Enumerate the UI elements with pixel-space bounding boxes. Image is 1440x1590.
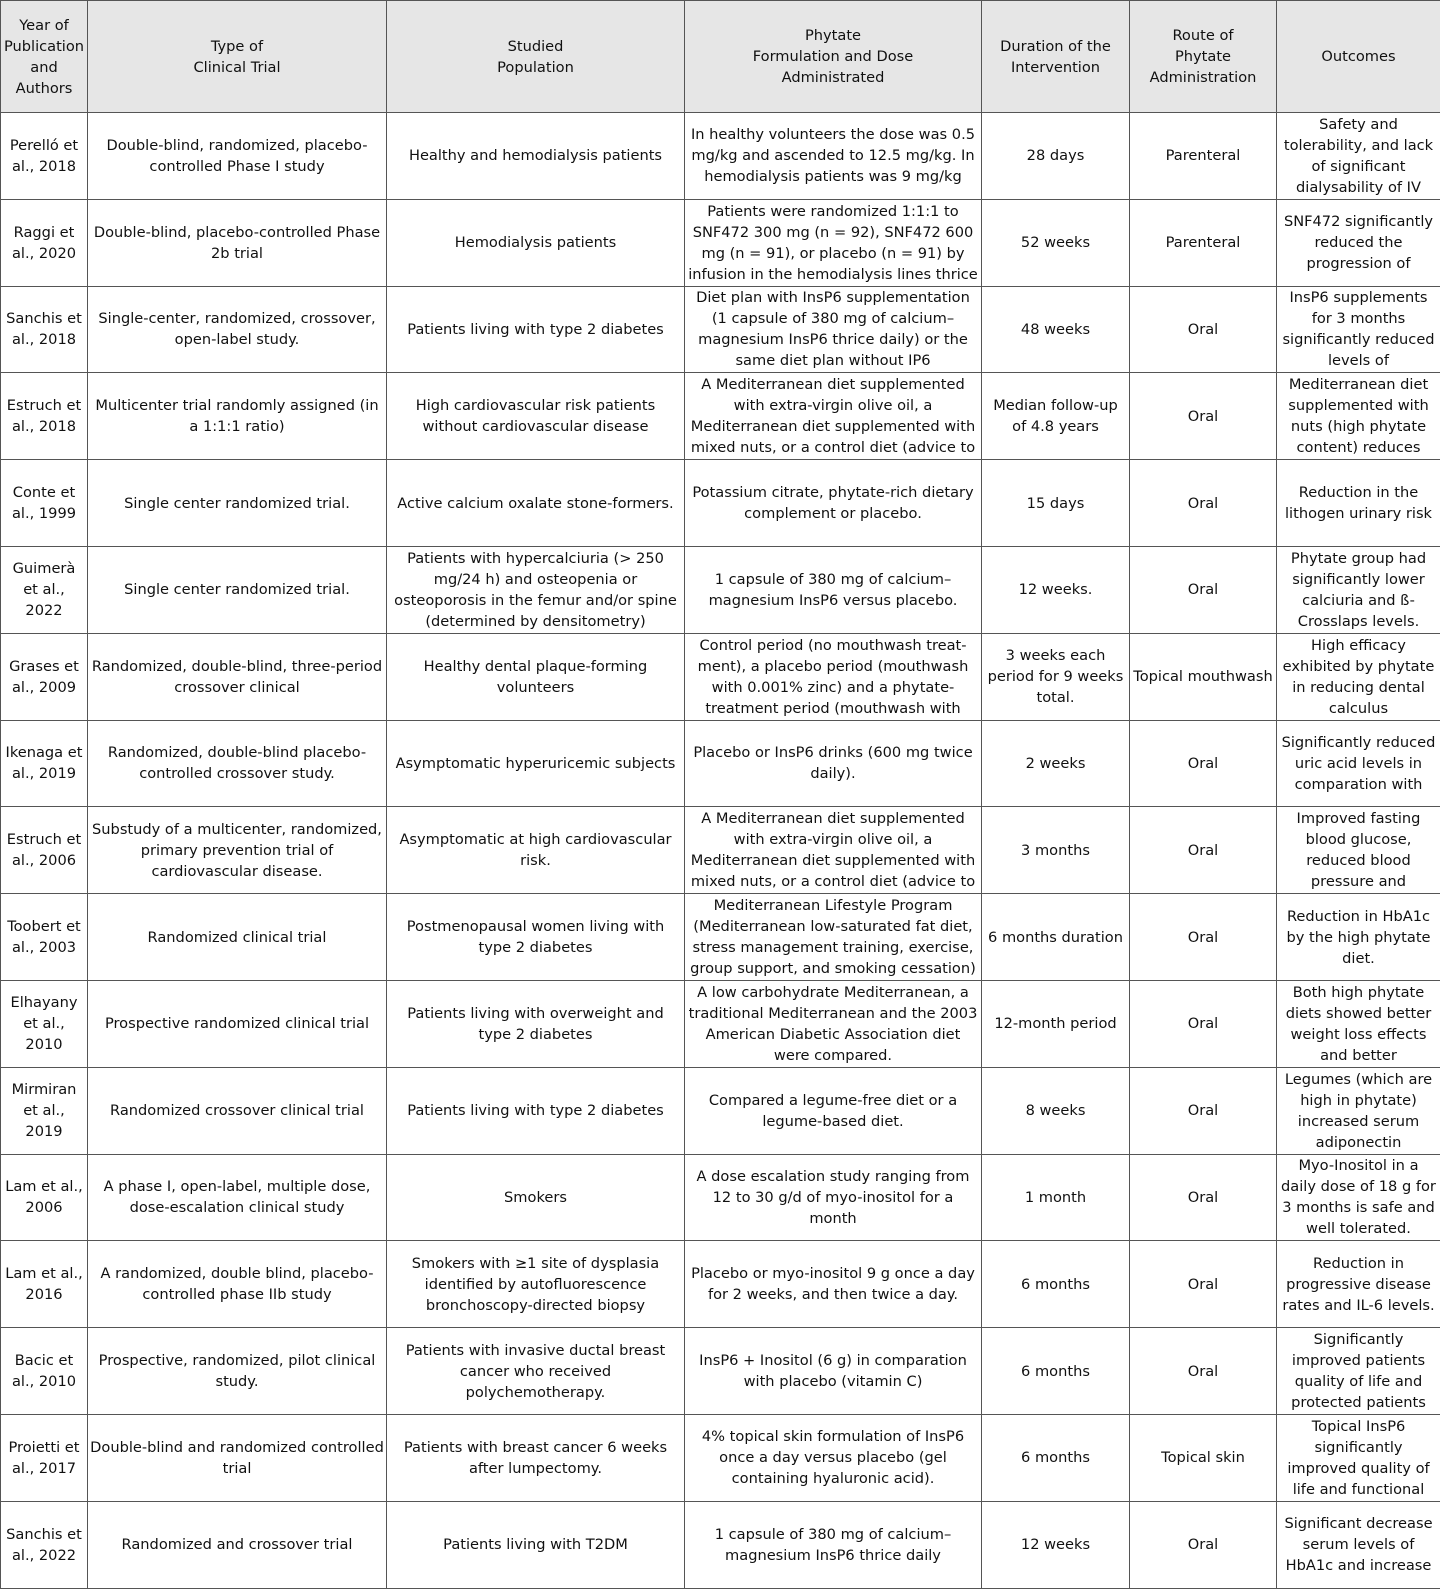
cell-text: Oral xyxy=(1187,581,1219,599)
cell-text: Median follow-up of 4.8 years xyxy=(993,397,1118,436)
cell-text: High cardiovascular risk patients without cardiovascular disease xyxy=(415,397,656,436)
cell-population xyxy=(387,1501,685,1588)
cell-population xyxy=(387,633,685,720)
cell-text: Bacic et al., 2010 xyxy=(11,1352,77,1391)
table-row xyxy=(1,894,1440,981)
cell-text: Safety and tolerability, and lack of significant dialysability of IV xyxy=(1283,115,1434,196)
cell-text: Oral xyxy=(1187,928,1219,946)
cell-trial-type xyxy=(88,720,387,807)
cell-text: Oral xyxy=(1187,1536,1219,1554)
cell-outcomes xyxy=(1277,633,1440,720)
cell-text: Grases et al., 2009 xyxy=(9,657,79,696)
cell-authors xyxy=(1,199,88,286)
cell-text: Perelló et al., 2018 xyxy=(9,136,79,175)
cell-outcomes xyxy=(1277,894,1440,981)
header-authors: Year of Publication and Authors xyxy=(1,1,88,113)
cell-text: Phytate group had significantly lower calciuria and ß-Crosslaps levels. xyxy=(1290,549,1427,630)
cell-duration xyxy=(982,1241,1130,1328)
cell-outcomes xyxy=(1277,807,1440,894)
cell-formulation-dose xyxy=(685,1501,982,1588)
cell-duration xyxy=(982,113,1130,200)
cell-text: Oral xyxy=(1187,1102,1219,1120)
cell-text: 12 weeks. xyxy=(1018,581,1093,599)
cell-formulation-dose xyxy=(685,807,982,894)
cell-authors xyxy=(1,807,88,894)
cell-formulation-dose xyxy=(685,286,982,373)
cell-text: 1 month xyxy=(1024,1188,1087,1206)
cell-duration xyxy=(982,1414,1130,1501)
cell-route xyxy=(1130,633,1277,720)
cell-text: Estruch et al., 2006 xyxy=(6,831,82,870)
cell-route xyxy=(1130,113,1277,200)
cell-text: 6 months duration xyxy=(988,928,1123,946)
header-duration: Duration of the Intervention xyxy=(982,1,1130,113)
cell-text: Legumes (which are high in phytate) increased serum adiponectin xyxy=(1284,1070,1433,1151)
cell-duration xyxy=(982,1067,1130,1154)
cell-authors xyxy=(1,1328,88,1415)
cell-text: Substudy of a multicenter, randomized, primary prevention trial of cardiovascular disease. xyxy=(92,820,382,880)
cell-text: Single center randomized trial. xyxy=(124,494,350,512)
cell-route xyxy=(1130,199,1277,286)
cell-text: 4% topical skin formulation of InsP6 once a day versus placebo (gel containing hyaluronic acid). xyxy=(701,1428,965,1488)
cell-text: Significant decrease serum levels of HbA1c and increase xyxy=(1284,1515,1433,1575)
cell-duration xyxy=(982,894,1130,981)
cell-trial-type xyxy=(88,1501,387,1588)
table-row xyxy=(1,633,1440,720)
cell-text: Oral xyxy=(1187,320,1219,338)
cell-text: Oral xyxy=(1187,407,1219,425)
header-row xyxy=(1,1,1440,113)
cell-population xyxy=(387,373,685,460)
cell-trial-type xyxy=(88,1328,387,1415)
cell-authors xyxy=(1,1067,88,1154)
cell-text: Oral xyxy=(1187,494,1219,512)
header-route: Route of Phytate Administration xyxy=(1130,1,1277,113)
table-body xyxy=(1,113,1440,1589)
cell-population xyxy=(387,286,685,373)
cell-authors xyxy=(1,373,88,460)
cell-outcomes xyxy=(1277,1501,1440,1588)
cell-text: Oral xyxy=(1187,841,1219,859)
cell-formulation-dose xyxy=(685,113,982,200)
cell-text: 3 weeks each period for 9 weeks total. xyxy=(987,647,1124,707)
cell-formulation-dose xyxy=(685,1328,982,1415)
cell-trial-type xyxy=(88,286,387,373)
table-row xyxy=(1,1067,1440,1154)
cell-population xyxy=(387,113,685,200)
cell-text: Oral xyxy=(1187,1188,1219,1206)
cell-population xyxy=(387,1241,685,1328)
cell-text: A Mediterranean diet supplemented with extra-virgin olive oil, a Mediterranean diet supplemented with mixed nuts, or a control diet (advice to xyxy=(690,810,976,891)
cell-text: Significantly improved patients quality of life and protected patients xyxy=(1291,1331,1426,1412)
cell-route xyxy=(1130,546,1277,633)
cell-route xyxy=(1130,1414,1277,1501)
cell-population xyxy=(387,1067,685,1154)
cell-text: Smokers xyxy=(504,1188,567,1206)
cell-outcomes xyxy=(1277,286,1440,373)
cell-formulation-dose xyxy=(685,1414,982,1501)
cell-formulation-dose xyxy=(685,373,982,460)
cell-text: Patients with invasive ductal breast cancer who received polychemotherapy. xyxy=(405,1341,666,1401)
cell-duration xyxy=(982,1501,1130,1588)
cell-text: Proietti et al., 2017 xyxy=(8,1438,80,1477)
cell-text: Patients living with type 2 diabetes xyxy=(407,320,664,338)
cell-text: 52 weeks xyxy=(1020,234,1091,252)
cell-text: Oral xyxy=(1187,754,1219,772)
cell-trial-type xyxy=(88,1414,387,1501)
cell-population xyxy=(387,720,685,807)
cell-route xyxy=(1130,894,1277,981)
cell-route xyxy=(1130,1067,1277,1154)
table-row xyxy=(1,1501,1440,1588)
cell-text: Topical InsP6 significantly improved quality of life and functional xyxy=(1287,1417,1430,1498)
cell-trial-type xyxy=(88,1067,387,1154)
cell-authors xyxy=(1,633,88,720)
cell-outcomes xyxy=(1277,546,1440,633)
cell-text: Myo-Inositol in a daily dose of 18 g for 3 months is safe and well tolerated. xyxy=(1281,1157,1436,1238)
cell-outcomes xyxy=(1277,373,1440,460)
cell-text: Prospective randomized clinical trial xyxy=(104,1015,370,1033)
cell-text: Healthy and hemodialysis patients xyxy=(408,147,663,165)
cell-text: Healthy dental plaque-forming volunteers xyxy=(423,657,648,696)
cell-trial-type xyxy=(88,460,387,547)
cell-text: A Mediterranean diet supplemented with extra-virgin olive oil, a Mediterranean diet supplemented with mixed nuts, or a control diet (advice to xyxy=(690,376,976,457)
header-outcomes: Outcomes xyxy=(1277,1,1440,113)
cell-text: Both high phytate diets showed better weight loss effects and better xyxy=(1285,983,1432,1064)
table-header xyxy=(1,1,1440,113)
cell-population xyxy=(387,460,685,547)
cell-text: Ikenaga et al., 2019 xyxy=(5,744,83,783)
cell-text: 6 months xyxy=(1021,1275,1090,1293)
cell-text: 48 weeks xyxy=(1020,320,1091,338)
table-row xyxy=(1,1241,1440,1328)
cell-formulation-dose xyxy=(685,460,982,547)
cell-formulation-dose xyxy=(685,1067,982,1154)
cell-population xyxy=(387,894,685,981)
cell-text: Patients living with type 2 diabetes xyxy=(407,1102,664,1120)
cell-trial-type xyxy=(88,894,387,981)
cell-text: Compared a legume-free diet or a legume-based diet. xyxy=(708,1091,958,1130)
cell-text: InsP6 supplements for 3 months significantly reduced levels of xyxy=(1282,289,1435,370)
cell-text: Active calcium oxalate stone-formers. xyxy=(397,494,674,512)
cell-text: Lam et al., 2016 xyxy=(5,1265,83,1304)
cell-text: Single-center, randomized, crossover, open-label study. xyxy=(98,310,376,349)
cell-authors xyxy=(1,546,88,633)
cell-text: Patients were randomized 1:1:1 to SNF472 300 mg (n = 92), SNF472 600 mg (n = 91), or placebo (n = 91) by infusion in the hemodialysis lines thrice xyxy=(688,202,978,283)
cell-text: Multicenter trial randomly assigned (in a 1:1:1 ratio) xyxy=(95,397,379,436)
cell-text: Patients living with overweight and type 2 diabetes xyxy=(407,1004,664,1043)
cell-text: Randomized, double-blind, three-period crossover clinical xyxy=(91,657,383,696)
cell-population xyxy=(387,199,685,286)
cell-text: Control period (no mouthwash treat-ment), a placebo period (mouthwash with 0.001% zinc) and a phytate-treatment period (mouthwash with xyxy=(697,636,969,717)
table-row xyxy=(1,113,1440,200)
cell-route xyxy=(1130,1241,1277,1328)
cell-duration xyxy=(982,1328,1130,1415)
cell-trial-type xyxy=(88,980,387,1067)
cell-text: Parenteral xyxy=(1165,234,1241,252)
cell-text: 6 months xyxy=(1021,1449,1090,1467)
cell-route xyxy=(1130,460,1277,547)
cell-text: Guimerà et al., 2022 xyxy=(12,560,76,620)
cell-text: Conte et al., 1999 xyxy=(11,484,77,523)
cell-text: High efficacy exhibited by phytate in reducing dental calculus xyxy=(1282,636,1435,717)
table-row xyxy=(1,980,1440,1067)
cell-population xyxy=(387,807,685,894)
cell-trial-type xyxy=(88,633,387,720)
cell-formulation-dose xyxy=(685,199,982,286)
cell-text: Reduction in the lithogen urinary risk xyxy=(1284,484,1433,523)
cell-route xyxy=(1130,286,1277,373)
cell-duration xyxy=(982,460,1130,547)
cell-text: 8 weeks xyxy=(1025,1102,1086,1120)
cell-authors xyxy=(1,113,88,200)
cell-text: Oral xyxy=(1187,1015,1219,1033)
cell-trial-type xyxy=(88,546,387,633)
cell-outcomes xyxy=(1277,1154,1440,1241)
cell-text: Double-blind and randomized controlled trial xyxy=(90,1438,384,1477)
cell-duration xyxy=(982,980,1130,1067)
cell-outcomes xyxy=(1277,1328,1440,1415)
header-population: Studied Population xyxy=(387,1,685,113)
cell-text: Double-blind, placebo-controlled Phase 2b trial xyxy=(93,223,381,262)
cell-text: Raggi et al., 2020 xyxy=(11,223,77,262)
cell-text: SNF472 significantly reduced the progression of xyxy=(1283,213,1434,273)
cell-route xyxy=(1130,1328,1277,1415)
cell-text: Prospective, randomized, pilot clinical study. xyxy=(98,1352,376,1391)
cell-duration xyxy=(982,633,1130,720)
cell-population xyxy=(387,980,685,1067)
cell-text: Improved fasting blood glucose, reduced blood pressure and xyxy=(1296,810,1421,891)
table-row xyxy=(1,807,1440,894)
cell-formulation-dose xyxy=(685,980,982,1067)
cell-text: A randomized, double blind, placebo-controlled phase IIb study xyxy=(100,1265,374,1304)
cell-authors xyxy=(1,1154,88,1241)
cell-text: Lam et al., 2006 xyxy=(5,1178,83,1217)
cell-text: 15 days xyxy=(1026,494,1085,512)
cell-text: In healthy volunteers the dose was 0.5 mg/kg and ascended to 12.5 mg/kg. In hemodialysis patients was 9 mg/kg xyxy=(690,126,976,186)
cell-text: Reduction in progressive disease rates and IL-6 levels. xyxy=(1282,1254,1435,1314)
cell-text: A phase I, open-label, multiple dose, dose-escalation clinical study xyxy=(103,1178,371,1217)
cell-text: 1 capsule of 380 mg of calcium–magnesium InsP6 thrice daily xyxy=(714,1525,952,1564)
cell-population xyxy=(387,1414,685,1501)
cell-text: Sanchis et al., 2018 xyxy=(6,310,82,349)
cell-trial-type xyxy=(88,807,387,894)
cell-text: 3 months xyxy=(1021,841,1090,859)
cell-text: 12 weeks xyxy=(1020,1536,1091,1554)
table-row xyxy=(1,1414,1440,1501)
cell-authors xyxy=(1,980,88,1067)
cell-formulation-dose xyxy=(685,1154,982,1241)
cell-text: Randomized and crossover trial xyxy=(121,1536,353,1554)
cell-outcomes xyxy=(1277,1067,1440,1154)
cell-text: A dose escalation study ranging from 12 to 30 g/d of myo-inositol for a month xyxy=(696,1167,970,1227)
cell-outcomes xyxy=(1277,113,1440,200)
cell-text: Placebo or InsP6 drinks (600 mg twice daily). xyxy=(693,744,973,783)
cell-authors xyxy=(1,286,88,373)
cell-text: Mediterranean diet supplemented with nuts (high phytate content) reduces xyxy=(1288,376,1429,457)
cell-outcomes xyxy=(1277,1241,1440,1328)
cell-text: Topical mouthwash xyxy=(1133,668,1273,686)
cell-authors xyxy=(1,894,88,981)
cell-formulation-dose xyxy=(685,546,982,633)
cell-text: Hemodialysis patients xyxy=(454,234,617,252)
table-row xyxy=(1,1328,1440,1415)
cell-trial-type xyxy=(88,373,387,460)
cell-text: 6 months xyxy=(1021,1362,1090,1380)
cell-route xyxy=(1130,980,1277,1067)
cell-authors xyxy=(1,1414,88,1501)
cell-duration xyxy=(982,199,1130,286)
cell-text: Oral xyxy=(1187,1275,1219,1293)
cell-text: Patients with hypercalciuria (> 250 mg/24 h) and osteopenia or osteoporosis in the femur and/or spine (determined by densitometry) xyxy=(394,549,677,630)
cell-text: Patients with breast cancer 6 weeks after lumpectomy. xyxy=(403,1438,668,1477)
cell-duration xyxy=(982,807,1130,894)
table-row xyxy=(1,460,1440,547)
cell-text: Potassium citrate, phytate-rich dietary complement or placebo. xyxy=(692,484,974,523)
cell-route xyxy=(1130,373,1277,460)
cell-text: Randomized clinical trial xyxy=(147,928,327,946)
cell-text: Significantly reduced uric acid levels in comparation with xyxy=(1281,733,1436,793)
cell-trial-type xyxy=(88,1154,387,1241)
cell-route xyxy=(1130,720,1277,807)
cell-text: Single center randomized trial. xyxy=(124,581,350,599)
cell-text: Asymptomatic hyperuricemic subjects xyxy=(395,754,676,772)
header-trial-type: Type of Clinical Trial xyxy=(88,1,387,113)
cell-text: Oral xyxy=(1187,1362,1219,1380)
cell-text: Mediterranean Lifestyle Program (Mediterranean low-saturated fat diet, stress management training, exercise, group support, and smoking cessation) xyxy=(690,897,976,978)
cell-route xyxy=(1130,1154,1277,1241)
cell-trial-type xyxy=(88,199,387,286)
cell-route xyxy=(1130,807,1277,894)
cell-text: 1 capsule of 380 mg of calcium–magnesium InsP6 versus placebo. xyxy=(708,570,958,609)
cell-authors xyxy=(1,720,88,807)
header-formulation-dose: Phytate Formulation and Dose Administrated xyxy=(685,1,982,113)
cell-text: Asymptomatic at high cardiovascular risk. xyxy=(399,831,672,870)
cell-text: Toobert et al., 2003 xyxy=(7,918,81,957)
cell-text: Estruch et al., 2018 xyxy=(6,397,82,436)
cell-duration xyxy=(982,720,1130,807)
cell-text: Parenteral xyxy=(1165,147,1241,165)
cell-outcomes xyxy=(1277,199,1440,286)
cell-text: Sanchis et al., 2022 xyxy=(6,1525,82,1564)
cell-text: Reduction in HbA1c by the high phytate diet. xyxy=(1286,907,1431,967)
cell-text: 12-month period xyxy=(994,1015,1117,1033)
cell-text: Smokers with ≥1 site of dysplasia identified by autofluorescence bronchoscopy-directed biopsy xyxy=(411,1254,660,1314)
cell-duration xyxy=(982,1154,1130,1241)
cell-population xyxy=(387,546,685,633)
table-row xyxy=(1,199,1440,286)
cell-text: Mirmiran et al., 2019 xyxy=(11,1081,77,1141)
cell-formulation-dose xyxy=(685,720,982,807)
cell-text: 2 weeks xyxy=(1025,754,1086,772)
table-row xyxy=(1,546,1440,633)
cell-outcomes xyxy=(1277,720,1440,807)
cell-formulation-dose xyxy=(685,894,982,981)
cell-duration xyxy=(982,286,1130,373)
cell-text: InsP6 + Inositol (6 g) in comparation with placebo (vitamin C) xyxy=(699,1352,967,1391)
table-row xyxy=(1,373,1440,460)
cell-authors xyxy=(1,460,88,547)
cell-text: Randomized, double-blind placebo-controlled crossover study. xyxy=(107,744,367,783)
cell-authors xyxy=(1,1241,88,1328)
cell-text: Postmenopausal women living with type 2 diabetes xyxy=(406,918,665,957)
cell-text: Randomized crossover clinical trial xyxy=(110,1102,364,1120)
cell-text: A low carbohydrate Mediterranean, a traditional Mediterranean and the 2003 American Diabetic Association diet were compared. xyxy=(688,983,978,1064)
cell-authors xyxy=(1,1501,88,1588)
table-row xyxy=(1,286,1440,373)
cell-text: Diet plan with InsP6 supplementation (1 capsule of 380 mg of calcium–magnesium InsP6 thrice daily) or the same diet plan without IP6 xyxy=(696,289,970,370)
cell-population xyxy=(387,1328,685,1415)
cell-trial-type xyxy=(88,113,387,200)
cell-text: Placebo or myo-inositol 9 g once a day for 2 weeks, and then twice a day. xyxy=(691,1265,975,1304)
cell-text: Topical skin xyxy=(1161,1449,1245,1467)
cell-outcomes xyxy=(1277,980,1440,1067)
cell-trial-type xyxy=(88,1241,387,1328)
cell-population xyxy=(387,1154,685,1241)
cell-duration xyxy=(982,373,1130,460)
table-row xyxy=(1,720,1440,807)
cell-formulation-dose xyxy=(685,1241,982,1328)
cell-outcomes xyxy=(1277,460,1440,547)
cell-formulation-dose xyxy=(685,633,982,720)
cell-duration xyxy=(982,546,1130,633)
cell-text: 28 days xyxy=(1026,147,1085,165)
cell-text: Double-blind, randomized, placebo-controlled Phase I study xyxy=(106,136,368,175)
cell-route xyxy=(1130,1501,1277,1588)
cell-text: Patients living with T2DM xyxy=(443,1536,628,1554)
cell-outcomes xyxy=(1277,1414,1440,1501)
table-row xyxy=(1,1154,1440,1241)
cell-text: Elhayany et al., 2010 xyxy=(10,994,78,1054)
